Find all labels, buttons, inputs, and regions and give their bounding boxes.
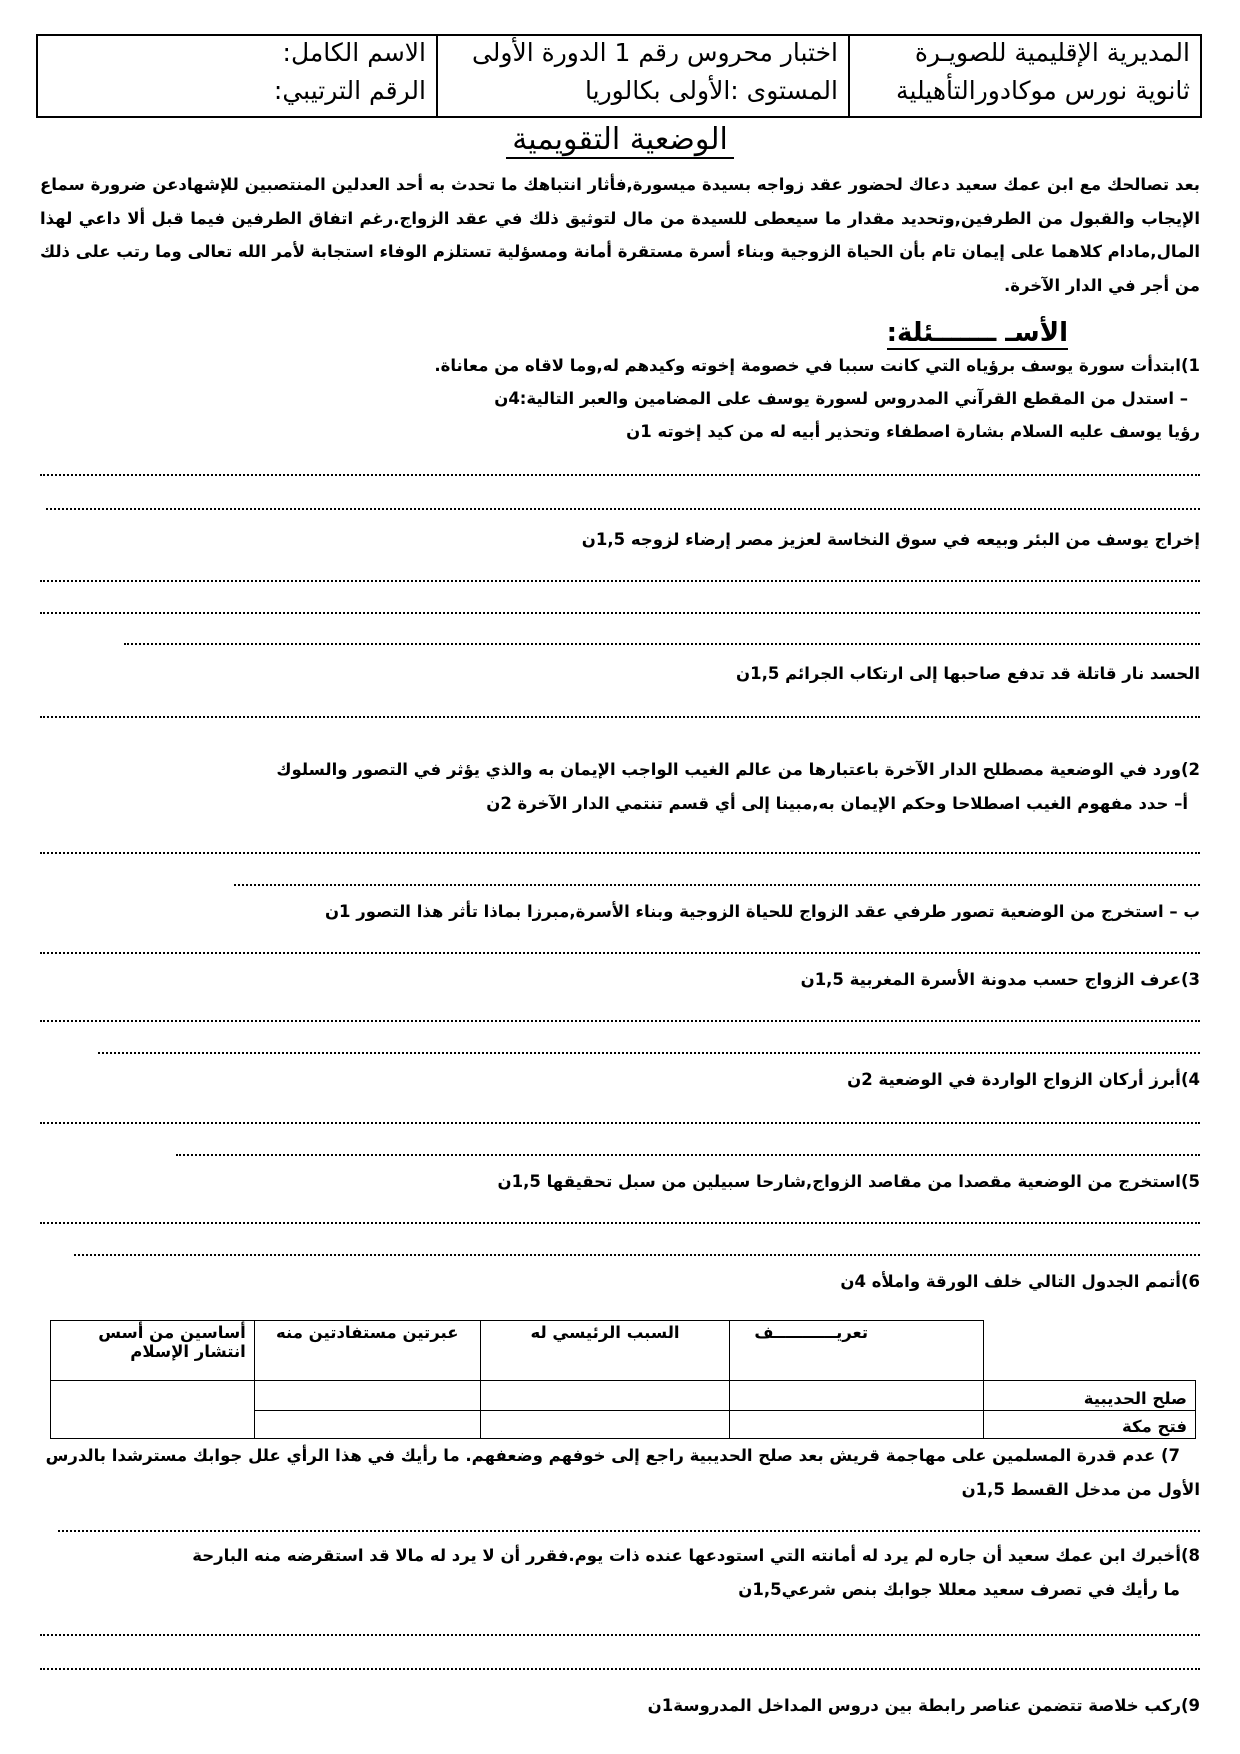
fullname-label: الاسم الكامل: (282, 38, 426, 67)
answer-line[interactable] (40, 1634, 1200, 1636)
question-4: 4)أبرز أركان الزواج الواردة في الوضعية 2ن (847, 1070, 1200, 1089)
question-3: 3)عرف الزواج حسب مدونة الأسرة المغربية 1,5ن (800, 970, 1200, 989)
answer-line[interactable] (40, 1122, 1200, 1124)
table-cell[interactable] (254, 1381, 480, 1411)
page-title-text: الوضعية التقويمية (506, 122, 734, 159)
table-cell[interactable] (254, 1411, 480, 1439)
table-cell[interactable] (480, 1411, 730, 1439)
header-institution-cell (848, 36, 1200, 116)
answer-line[interactable] (124, 643, 1200, 645)
page-title (0, 122, 1240, 157)
number-label: الرقم الترتيبي: (273, 76, 426, 105)
summary-table (50, 1320, 1196, 1439)
table-header-cell: عبرتين مستفادتين منه (254, 1321, 480, 1381)
question-1-a: رؤيا يوسف عليه السلام بشارة اصطفاء وتحذير أبيه له من كيد إخوته 1ن (626, 422, 1200, 441)
exam-level: المستوى :الأولى بكالوريا (585, 76, 838, 105)
question-6: 6)أتمم الجدول التالي خلف الورقة واملأه 4ن (840, 1272, 1200, 1291)
question-8-line-2: ما رأيك في تصرف سعيد معللا جوابك بنص شرعي1,5ن (738, 1580, 1180, 1599)
table-corner-cell (984, 1321, 1196, 1381)
header-student-cell (38, 36, 436, 116)
answer-line[interactable] (40, 1668, 1200, 1670)
answer-line[interactable] (46, 508, 1200, 510)
table-row (51, 1381, 1196, 1411)
situation-text: بعد تصالحك مع ابن عمك سعيد دعاك لحضور عقد زواجه بسيدة ميسورة,فأثار انتباهك ما تحدث به أحد العدلين المنتصبين للإشهادعن ضرورة سماع الإيجاب والقبول من الطرفين,وتحديد مقدار ما سيعطى للسيدة من مال لتوثيق ذلك في عقد الزواج.رغم اتفاق الطرفين فيما قبل ألا داعي لهذا المال,مادام كلاهما على إيمان تام بأن الحياة الزوجية وبناء أسرة مستقرة أمانة ومسؤلية تستلزم الوفاء استجابة لأمر الله تعالى وما رتب على ذلك من أجر في الدار الآخرة. (40, 175, 1200, 295)
table-row-label: صلح الحديبية (984, 1381, 1196, 1411)
table-header-row (51, 1321, 1196, 1381)
answer-line[interactable] (40, 580, 1200, 582)
answer-line[interactable] (58, 1530, 1200, 1532)
table-cell[interactable] (51, 1381, 255, 1439)
answer-line[interactable] (176, 1154, 1200, 1156)
answer-line[interactable] (40, 612, 1200, 614)
question-1-instruction: – استدل من المقطع القرآني المدروس لسورة يوسف على المضامين والعبر التالية:4ن (494, 389, 1188, 408)
school-name: ثانوية نورس موكادورالتأهيلية (896, 76, 1190, 105)
table-header-cell: أساسين من أسس انتشار الإسلام (51, 1321, 255, 1381)
table-row-label: فتح مكة (984, 1411, 1196, 1439)
table-cell[interactable] (480, 1381, 730, 1411)
questions-heading (887, 318, 1068, 348)
question-1-b: إخراج يوسف من البئر وبيعه في سوق النخاسة لعزيز مصر إرضاء لزوجه 1,5ن (581, 530, 1200, 549)
answer-line[interactable] (40, 1020, 1200, 1022)
answer-line[interactable] (40, 716, 1200, 718)
question-2: 2)ورد في الوضعية مصطلح الدار الآخرة باعتبارها من عالم الغيب الواجب الإيمان به والذي يؤثر في التصور والسلوك (276, 760, 1200, 779)
answer-line[interactable] (234, 884, 1200, 886)
table-header-cell: تعريـــــــــــف (730, 1321, 984, 1381)
answer-line[interactable] (40, 1222, 1200, 1224)
table-header-cell: السبب الرئيسي له (480, 1321, 730, 1381)
question-7-line-1: 7) عدم قدرة المسلمين على مهاجمة قريش بعد صلح الحديبية راجع إلى خوفهم وضعفهم. ما رأيك في هذا الرأي علل جوابك مسترشدا بالدرس (45, 1446, 1180, 1465)
question-2-a: أ– حدد مفهوم الغيب اصطلاحا وحكم الإيمان به,مبينا إلى أي قسم تنتمي الدار الآخرة 2ن (486, 794, 1188, 813)
table-cell[interactable] (730, 1411, 984, 1439)
table-cell[interactable] (730, 1381, 984, 1411)
header-exam-cell (436, 36, 848, 116)
question-1-c: الحسد نار قاتلة قد تدفع صاحبها إلى ارتكاب الجرائم 1,5ن (736, 664, 1200, 683)
question-1: 1)ابتدأت سورة يوسف برؤياه التي كانت سببا في خصومة إخوته وكيدهم له,وما لاقاه من معاناة. (434, 356, 1200, 375)
question-2-b: ب – استخرج من الوضعية تصور طرفي عقد الزواج للحياة الزوجية وبناء الأسرة,مبرزا بماذا تأثر هذا التصور 1ن (324, 902, 1200, 921)
exam-title: اختبار محروس رقم 1 الدورة الأولى (471, 38, 838, 67)
header-box (36, 34, 1202, 118)
question-9: 9)ركب خلاصة تتضمن عناصر رابطة بين دروس المداخل المدروسة1ن (647, 1696, 1200, 1715)
answer-line[interactable] (98, 1052, 1200, 1054)
answer-line[interactable] (40, 952, 1200, 954)
question-5: 5)استخرج من الوضعية مقصدا من مقاصد الزواج,شارحا سبيلين من سبل تحقيقها 1,5ن (497, 1172, 1200, 1191)
questions-heading-text: الأسـ ـــــــئلة: (886, 318, 1068, 348)
directorate-name: المديرية الإقليمية للصويـرة (914, 38, 1190, 67)
answer-line[interactable] (74, 1254, 1200, 1256)
question-7-line-2: الأول من مدخل القسط 1,5ن (961, 1480, 1200, 1499)
question-8-line-1: 8)أخبرك ابن عمك سعيد أن جاره لم يرد له أمانته التي استودعها عنده ذات يوم.فقرر أن لا يرد له مالا قد استقرضه منه البارحة (192, 1546, 1200, 1565)
answer-line[interactable] (40, 474, 1200, 476)
answer-line[interactable] (40, 852, 1200, 854)
